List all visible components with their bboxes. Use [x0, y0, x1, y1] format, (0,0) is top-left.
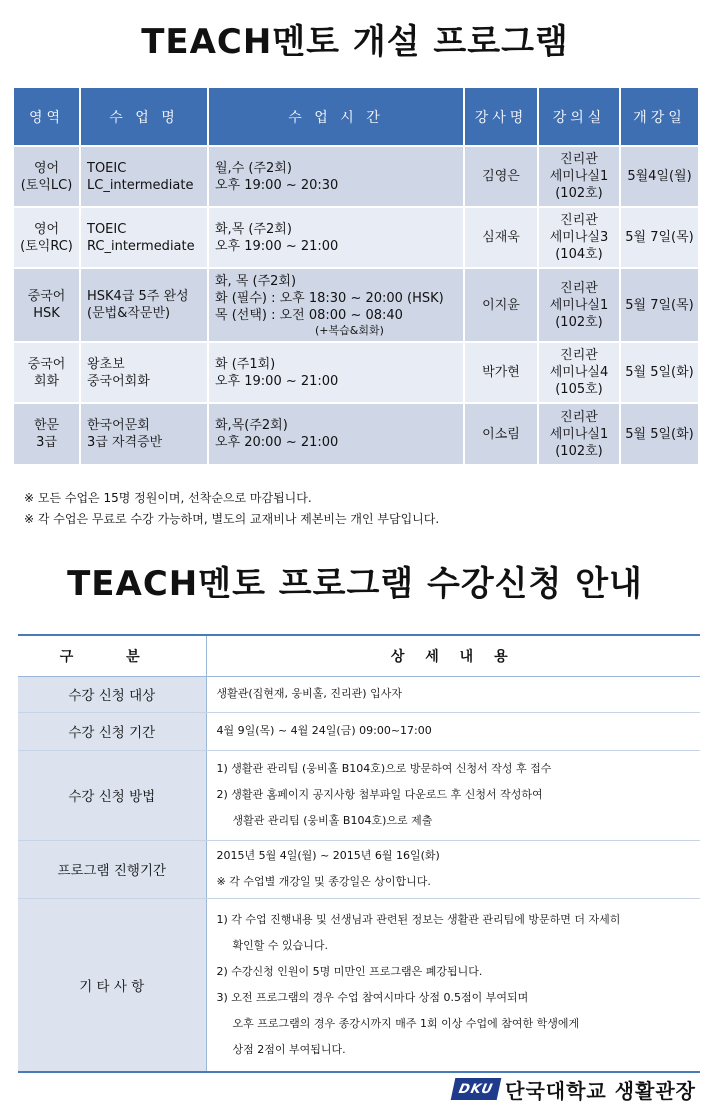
- room-cell: 진리관 세미나실1 (102호): [538, 268, 620, 342]
- note-capacity: ※ 모든 수업은 15명 정원이며, 선착순으로 마감됩니다.: [24, 491, 312, 505]
- table-row: [14, 207, 698, 268]
- time-cell: 월,수 (주2회) 오후 19:00 ~ 20:30: [208, 146, 464, 207]
- detail-period: 4월 9일(목) ~ 4월 24일(금) 09:00~17:00: [206, 712, 700, 750]
- course-cell: TOEIC RC_intermediate: [80, 207, 208, 268]
- time-cell: 화 (주1회) 오후 19:00 ~ 21:00: [208, 342, 464, 403]
- note-cost: ※ 각 수업은 무료로 수강 가능하며, 별도의 교재비나 제본비는 개인 부담입니다.: [24, 512, 440, 526]
- area-cell: 영어 (토익RC): [14, 207, 80, 268]
- header-area: 영역: [14, 88, 80, 146]
- table-row: [14, 268, 698, 342]
- header-course: 수 업 명: [80, 88, 208, 146]
- table-row: [14, 146, 698, 207]
- organization-name: 단국대학교 생활관장: [505, 1078, 696, 1103]
- guide-header-row: [18, 635, 700, 676]
- course-cell: 한국어문회 3급 자격증반: [80, 403, 208, 464]
- area-cell: 한문 3급: [14, 403, 80, 464]
- header-instructor: 강사명: [464, 88, 538, 146]
- label-target: 수강 신청 대상: [18, 676, 206, 712]
- schedule-table: [14, 88, 698, 464]
- detail-target: 생활관(집현재, 웅비홀, 진리관) 입사자: [206, 676, 700, 712]
- page-title: TEACH멘토 개설 프로그램: [141, 22, 569, 62]
- time-cell: 화,목 (주2회) 오후 19:00 ~ 21:00: [208, 207, 464, 268]
- detail-method: 1) 생활관 관리팀 (웅비홀 B104호)으로 방문하여 신청서 작성 후 접수 2) 생활관 홈페이지 공지사항 첨부파일 다운로드 후 신청서 작성하여 생활관 관리팀 (웅비홀 B104호)으로 제출: [206, 750, 700, 840]
- instructor-cell: 박가현: [464, 342, 538, 403]
- label-method: 수강 신청 방법: [18, 750, 206, 840]
- table-row: [18, 676, 700, 712]
- label-duration: 프로그램 진행기간: [18, 840, 206, 898]
- header-details: 상 세 내 용: [206, 635, 700, 676]
- header-time: 수 업 시 간: [208, 88, 464, 146]
- guide-title: TEACH멘토 프로그램 수강신청 안내: [67, 564, 643, 604]
- header-category: 구 분: [18, 635, 206, 676]
- instructor-cell: 이소림: [464, 403, 538, 464]
- start-cell: 5월 7일(목): [620, 207, 698, 268]
- room-cell: 진리관 세미나실4 (105호): [538, 342, 620, 403]
- course-cell: TOEIC LC_intermediate: [80, 146, 208, 207]
- area-cell: 중국어 회화: [14, 342, 80, 403]
- label-period: 수강 신청 기간: [18, 712, 206, 750]
- start-cell: 5월 5일(화): [620, 342, 698, 403]
- instructor-cell: 이지윤: [464, 268, 538, 342]
- time-cell: 화,목(주2회) 오후 20:00 ~ 21:00: [208, 403, 464, 464]
- room-cell: 진리관 세미나실1 (102호): [538, 403, 620, 464]
- instructor-cell: 심재욱: [464, 207, 538, 268]
- label-etc: 기 타 사 항: [18, 898, 206, 1072]
- room-cell: 진리관 세미나실3 (104호): [538, 207, 620, 268]
- start-cell: 5월 5일(화): [620, 403, 698, 464]
- table-row: [18, 898, 700, 1072]
- schedule-header-row: [14, 88, 698, 146]
- room-cell: 진리관 세미나실1 (102호): [538, 146, 620, 207]
- instructor-cell: 김영은: [464, 146, 538, 207]
- detail-duration: 2015년 5월 4일(월) ~ 2015년 6월 16일(화) ※ 각 수업별 개강일 및 종강일은 상이합니다.: [206, 840, 700, 898]
- notes: [24, 488, 439, 530]
- header-start: 개강일: [620, 88, 698, 146]
- time-cell: 화, 목 (주2회) 화 (필수) : 오후 18:30 ~ 20:00 (HSK) 목 (선택) : 오전 08:00 ~ 08:40 (+복습&회화): [208, 268, 464, 342]
- area-cell: 중국어 HSK: [14, 268, 80, 342]
- table-row: [18, 840, 700, 898]
- table-row: [18, 750, 700, 840]
- guide-table: [18, 634, 700, 1073]
- table-row: [14, 342, 698, 403]
- dku-logo: DKU: [451, 1078, 502, 1100]
- start-cell: 5월4일(월): [620, 146, 698, 207]
- course-cell: HSK4급 5주 완성 (문법&작문반): [80, 268, 208, 342]
- course-cell: 왕초보 중국어회화: [80, 342, 208, 403]
- header-room: 강의실: [538, 88, 620, 146]
- area-cell: 영어 (토익LC): [14, 146, 80, 207]
- start-cell: 5월 7일(목): [620, 268, 698, 342]
- detail-etc: 1) 각 수업 진행내용 및 선생님과 관련된 정보는 생활관 관리팀에 방문하면 더 자세히 확인할 수 있습니다. 2) 수강신청 인원이 5명 미만인 프로그램은 폐강됩니다. 3) 오전 프로그램의 경우 수업 참여시마다 상점 0.5점이 부여되며 오후 프로그램의 경우 종강시까지 매주 1회 이상 수업에 참여한 학생에게 상점 2점이 부여됩니다.: [206, 898, 700, 1072]
- table-row: [18, 712, 700, 750]
- table-row: [14, 403, 698, 464]
- time-note: (+복습&회화): [315, 323, 384, 337]
- footer: [453, 1072, 696, 1106]
